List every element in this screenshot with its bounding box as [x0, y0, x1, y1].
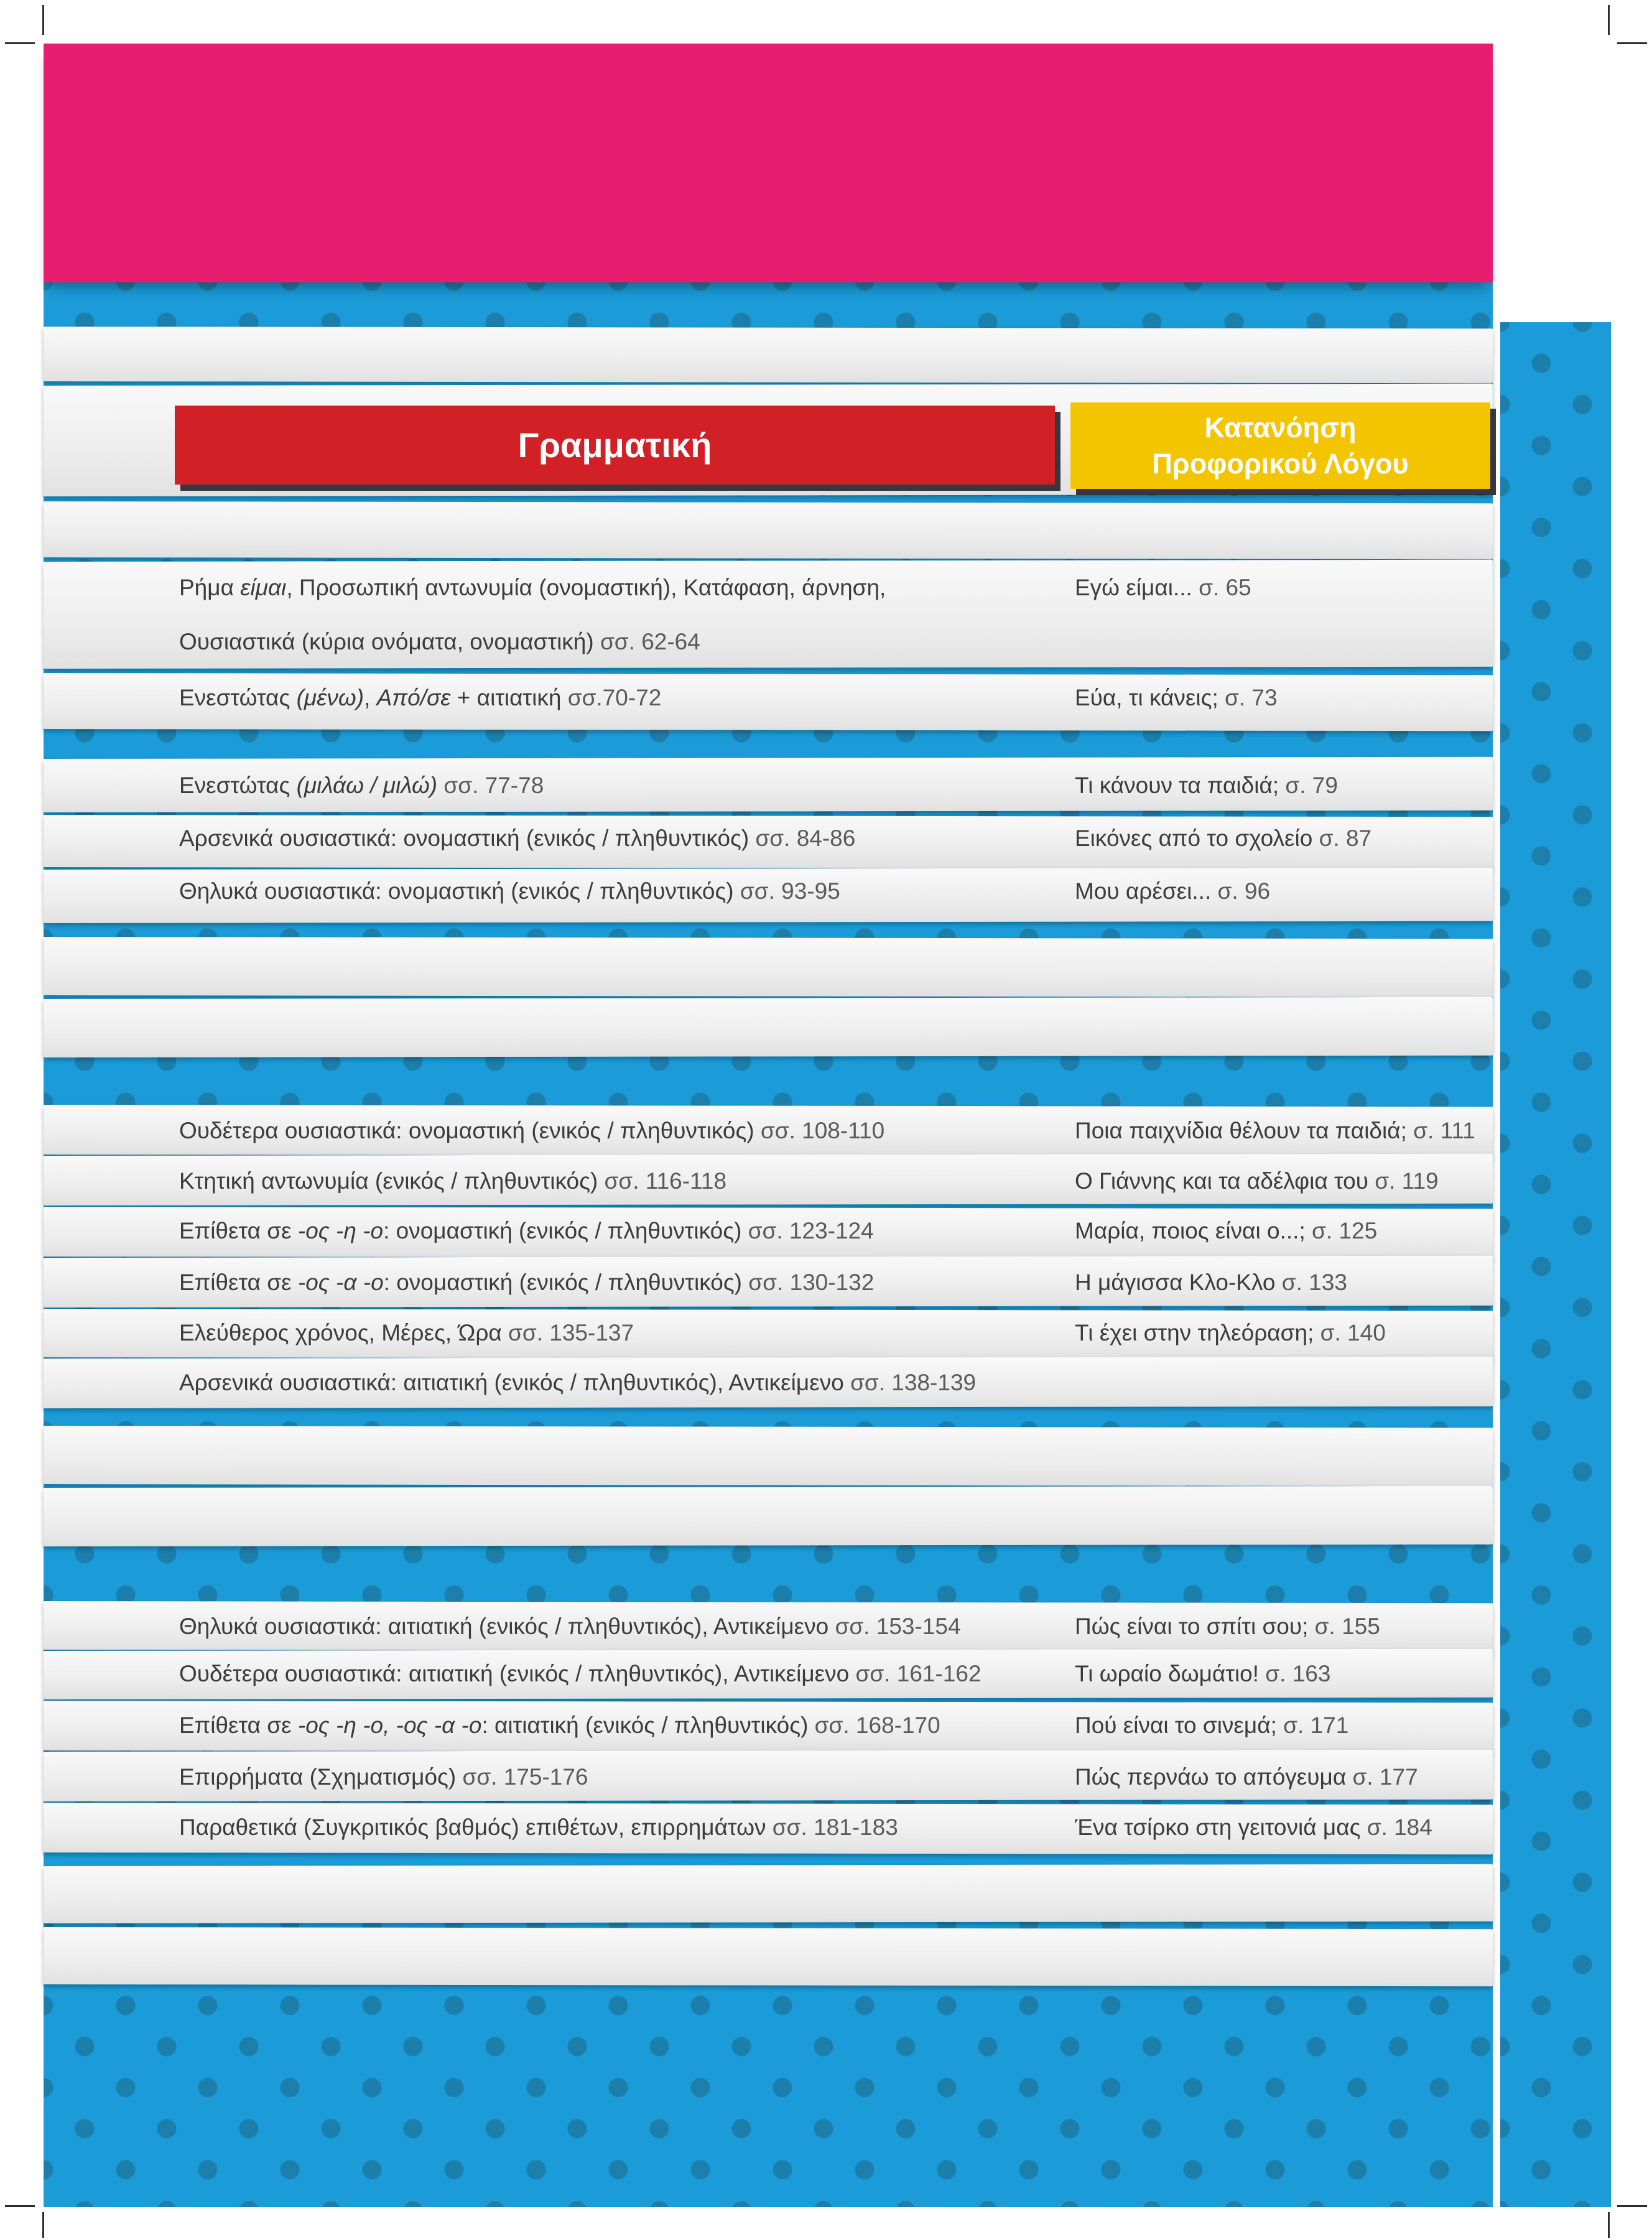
toc-topic-text: είμαι: [240, 575, 287, 600]
toc-unit-title: [1075, 1266, 1347, 1299]
toc-row: [179, 625, 1492, 659]
toc-row: [179, 1164, 1492, 1198]
toc-unit-page: σ. 73: [1218, 685, 1278, 710]
crop-mark: [42, 5, 44, 35]
toc-topic-text: Θηλυκά ουσιαστικά: ονομαστική (ενικός / πληθυντικός): [179, 878, 734, 904]
toc-topic-text: Αρσενικά ουσιαστικά: ονομαστική (ενικός / πληθυντικός): [179, 825, 749, 851]
toc-topic-pages: σσ. 62-64: [593, 629, 700, 654]
crop-mark: [5, 2205, 35, 2207]
toc-topic: [179, 1657, 981, 1691]
toc-topic-pages: σσ. 123-124: [741, 1218, 874, 1243]
toc-topic-pages: σσ. 138-139: [843, 1370, 977, 1395]
toc-row: [179, 1657, 1492, 1691]
toc-topic-text: -ος -η -ο, -ος -α -ο: [297, 1713, 482, 1738]
crop-mark: [1608, 5, 1610, 35]
toc-topic: [179, 1214, 874, 1248]
toc-unit-page: σ. 96: [1211, 878, 1271, 904]
toc-unit-title-text: Τι ωραίο δωμάτιο!: [1075, 1661, 1260, 1686]
toc-topic-text: -ος -α -ο: [297, 1270, 384, 1295]
crop-mark: [42, 2212, 44, 2238]
toc-topic-text: ,: [364, 685, 377, 710]
toc-row: [179, 822, 1492, 855]
toc-unit-title: [1075, 822, 1371, 855]
toc-row: [179, 1114, 1492, 1148]
toc-unit-title: [1075, 1610, 1380, 1643]
toc-unit-page: σ. 171: [1276, 1713, 1349, 1738]
toc-unit-page: σ. 140: [1314, 1320, 1386, 1345]
toc-topic-text: Ουδέτερα ουσιαστικά: ονομαστική (ενικός / πληθυντικός): [179, 1118, 754, 1143]
toc-topic-text: Κτητική αντωνυμία (ενικός / πληθυντικός): [179, 1168, 598, 1194]
toc-unit-page: σ. 155: [1308, 1614, 1380, 1639]
toc-topic-text: Ουδέτερα ουσιαστικά: αιτιατική (ενικός / πληθυντικός), Αντικείμενο: [179, 1661, 850, 1686]
toc-topic-pages: σσ. 175-176: [456, 1764, 588, 1790]
toc-topic: [179, 1610, 961, 1643]
toc-topic-text: Αρσενικά ουσιαστικά: αιτιατική (ενικός / πληθυντικός), Αντικείμενο: [179, 1370, 844, 1395]
toc-topic-pages: σσ. 84-86: [749, 825, 856, 851]
crop-mark: [1608, 2212, 1610, 2238]
toc-topic: [179, 571, 886, 605]
crop-mark: [1617, 2205, 1647, 2207]
toc-topic-pages: σσ. 153-154: [828, 1614, 961, 1639]
listening-badge-line2: Προφορικού Λόγου: [1152, 447, 1409, 480]
toc-unit-title-text: Μαρία, ποιος είναι ο...;: [1075, 1218, 1306, 1243]
toc-topic-text: Επίθετα σε: [179, 1218, 298, 1243]
toc-topic-pages: σσ. 116-118: [598, 1168, 727, 1194]
toc-unit-title-text: Τι έχει στην τηλεόραση;: [1075, 1320, 1314, 1345]
toc-topic-text: : ονομαστική (ενικός / πληθυντικός): [383, 1270, 742, 1295]
toc-topic-text: Επίθετα σε: [179, 1713, 298, 1738]
toc-unit-title: [1075, 1114, 1475, 1148]
toc-row: [179, 1316, 1492, 1350]
toc-topic: [179, 681, 661, 715]
toc-topic-text: Επιρρήματα (Σχηματισμός): [179, 1764, 457, 1790]
toc-topic-text: Ενεστώτας: [179, 773, 297, 798]
toc-unit-title: [1075, 875, 1270, 908]
toc-topic-text: Ρήμα: [179, 575, 241, 600]
toc-unit-page: σ. 177: [1346, 1764, 1418, 1790]
toc-row: [179, 1709, 1492, 1742]
toc-unit-page: σ. 133: [1275, 1270, 1347, 1295]
toc-topic: [179, 875, 840, 908]
toc-unit-page: σ. 163: [1259, 1661, 1331, 1686]
toc-unit-title: [1075, 571, 1251, 605]
toc-row: [179, 1760, 1492, 1794]
toc-topic-text: -ος -η -ο: [297, 1218, 384, 1243]
toc-row: [179, 1214, 1492, 1248]
toc-topic-text: Ενεστώτας: [179, 685, 297, 710]
toc-topic-pages: σσ. 77-78: [437, 773, 544, 798]
toc-unit-title-text: Η μάγισσα Κλο-Κλο: [1075, 1270, 1276, 1295]
toc-unit-title: [1075, 1214, 1377, 1248]
toc-topic-text: Επίθετα σε: [179, 1270, 298, 1295]
toc-topic: [179, 625, 700, 659]
toc-unit-title-text: Εύα, τι κάνεις;: [1075, 685, 1218, 710]
toc-unit-page: σ. 65: [1192, 575, 1251, 600]
toc-row: [179, 1610, 1492, 1643]
toc-topic-pages: σσ. 130-132: [741, 1270, 875, 1295]
toc-topic-pages: σσ. 135-137: [501, 1320, 634, 1345]
toc-topic: [179, 1709, 940, 1742]
toc-unit-page: σ. 125: [1305, 1218, 1378, 1243]
toc-topic-text: Θηλυκά ουσιαστικά: αιτιατική (ενικός / πληθυντικός), Αντικείμενο: [179, 1614, 829, 1639]
toc-topic: [179, 822, 855, 855]
toc-unit-title: [1075, 1760, 1418, 1794]
toc-topic-pages: σσ. 93-95: [733, 878, 840, 904]
toc-row: [179, 571, 1492, 605]
grammar-badge-label: Γραμματική: [517, 425, 712, 465]
toc-topic: [179, 769, 544, 802]
toc-unit-title: [1075, 1657, 1330, 1691]
toc-row: [179, 769, 1492, 802]
toc-row: [179, 1366, 1492, 1400]
toc-row: [179, 1811, 1492, 1844]
toc-topic: [179, 1366, 976, 1400]
toc-topic-text: Ελεύθερος χρόνος, Μέρες, Ώρα: [179, 1320, 502, 1345]
toc-unit-title-text: Εικόνες από το σχολείο: [1075, 825, 1313, 851]
toc-unit-page: σ. 79: [1279, 773, 1338, 798]
toc-unit-page: σ. 184: [1360, 1815, 1432, 1840]
toc-topic-text: , Προσωπική αντωνυμία (ονομαστική), Κατάφαση, άρνηση,: [286, 575, 886, 600]
toc-topic: [179, 1266, 874, 1299]
toc-unit-title-text: Τι κάνουν τα παιδιά;: [1075, 773, 1279, 798]
crop-mark: [1617, 42, 1647, 44]
toc-topic-text: + αιτιατική: [450, 685, 562, 710]
toc-topic: [179, 1811, 898, 1844]
toc-topic-pages: σσ.70-72: [561, 685, 662, 710]
listening-comprehension-badge: [1070, 402, 1490, 489]
toc-unit-title: [1075, 1164, 1439, 1198]
toc-unit-title-text: Πώς είναι το σπίτι σου;: [1075, 1614, 1309, 1639]
toc-row: [179, 875, 1492, 908]
toc-topic-text: (μιλάω / μιλώ): [296, 773, 438, 798]
toc-topic-text: Ουσιαστικά (κύρια ονόματα, ονομαστική): [179, 629, 594, 654]
crop-mark: [5, 42, 35, 44]
toc-unit-title-text: Ο Γιάννης και τα αδέλφια του: [1075, 1168, 1368, 1194]
toc-topic-text: (μένω): [296, 685, 364, 710]
toc-unit-title: [1075, 1316, 1386, 1350]
toc-row: [179, 681, 1492, 715]
toc-unit-title-text: Εγώ είμαι...: [1075, 575, 1192, 600]
toc-topic: [179, 1164, 726, 1198]
toc-topic: [179, 1316, 634, 1350]
toc-unit-page: σ. 111: [1406, 1118, 1475, 1143]
toc-topic-text: Από/σε: [376, 685, 451, 710]
listening-badge-line1: Κατανόηση: [1204, 411, 1357, 444]
toc-row: [179, 1266, 1492, 1299]
toc-topic: [179, 1760, 588, 1794]
grammar-badge: [175, 406, 1055, 485]
toc-unit-page: σ. 87: [1312, 825, 1372, 851]
toc-unit-title-text: Ένα τσίρκο στη γειτονιά μας: [1075, 1815, 1361, 1840]
toc-topic: [179, 1114, 884, 1148]
toc-topic-pages: σσ. 161-162: [849, 1661, 981, 1686]
toc-unit-title: [1075, 769, 1338, 802]
toc-topic-pages: σσ. 181-183: [766, 1815, 898, 1840]
toc-unit-title-text: Πού είναι το σινεμά;: [1075, 1713, 1277, 1738]
toc-topic-pages: σσ. 168-170: [808, 1713, 940, 1738]
toc-unit-page: σ. 119: [1368, 1168, 1439, 1194]
toc-topic-text: : αιτιατική (ενικός / πληθυντικός): [481, 1713, 809, 1738]
toc-unit-title: [1075, 681, 1278, 715]
toc-unit-title: [1075, 1811, 1432, 1844]
toc-unit-title-text: Ποια παιχνίδια θέλουν τα παιδιά;: [1075, 1118, 1407, 1143]
toc-unit-title-text: Πώς περνάω το απόγευμα: [1075, 1764, 1347, 1790]
toc-unit-title-text: Μου αρέσει...: [1075, 878, 1212, 904]
toc-topic-text: Παραθετικά (Συγκριτικός βαθμός) επιθέτων, επιρρημάτων: [179, 1815, 766, 1840]
toc-topic-text: : ονομαστική (ενικός / πληθυντικός): [383, 1218, 742, 1243]
toc-topic-pages: σσ. 108-110: [754, 1118, 885, 1143]
toc-unit-title: [1075, 1709, 1348, 1742]
